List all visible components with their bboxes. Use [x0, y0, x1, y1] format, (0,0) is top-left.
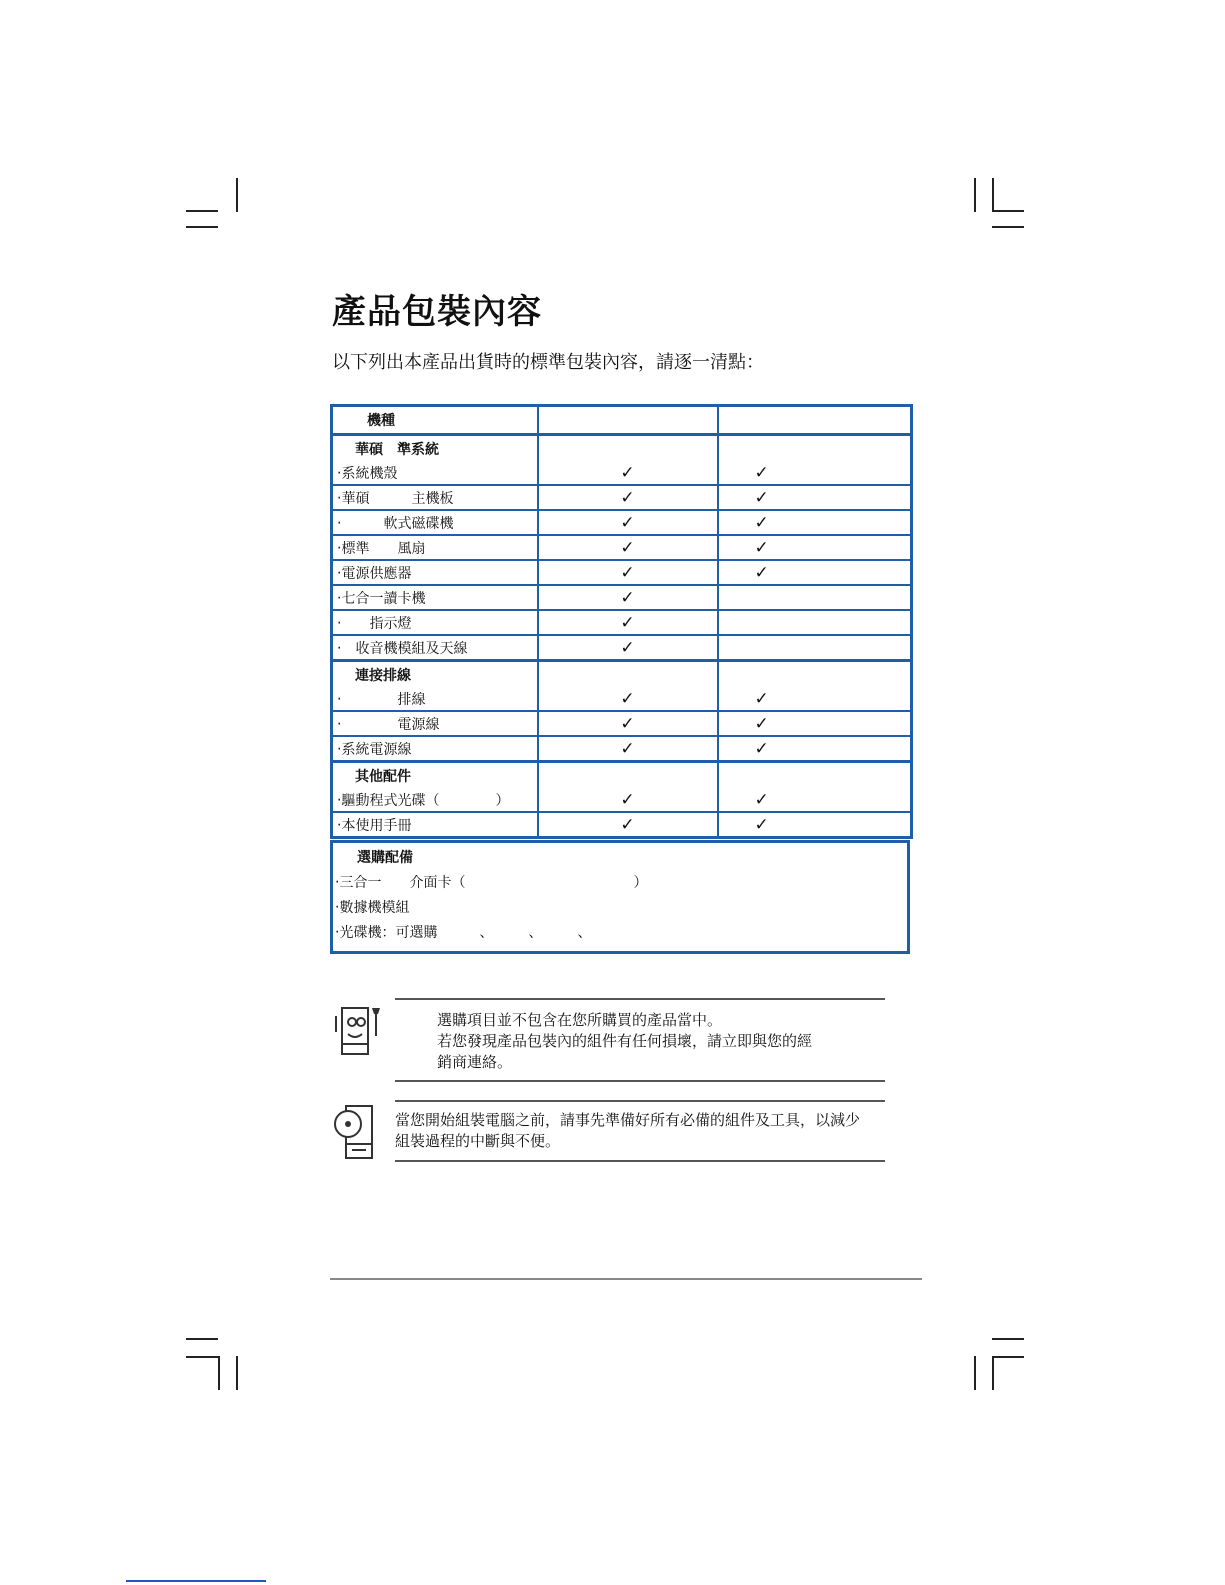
section-row	[332, 762, 912, 789]
table-row	[332, 736, 912, 762]
check-mark-col2: ✓	[538, 812, 718, 838]
section-empty-cell	[718, 762, 912, 789]
note-text-line: 當您開始組裝電腦之前，請事先準備好所有必備的組件及工具，以減少	[395, 1111, 861, 1129]
model-col3-header	[718, 406, 912, 435]
check-mark-col3	[718, 610, 912, 635]
item-label: ‧本使用手冊	[332, 812, 538, 838]
table-row	[332, 711, 912, 736]
note-text-line: 銷商連絡。	[437, 1053, 513, 1071]
table-row	[332, 610, 912, 635]
item-label: ‧系統機殼	[332, 461, 538, 485]
crop-mark	[992, 226, 1024, 228]
check-mark-col3: ✓	[718, 711, 912, 736]
table-row	[332, 585, 912, 610]
crop-mark	[992, 1356, 1024, 1358]
item-label: ‧ 收音機模組及天線	[332, 635, 538, 661]
table-row	[332, 510, 912, 535]
table-row	[332, 560, 912, 585]
check-mark-col3: ✓	[718, 485, 912, 510]
item-label: ‧系統電源線	[332, 736, 538, 762]
check-mark-col3: ✓	[718, 535, 912, 560]
table-row	[332, 635, 912, 661]
crop-mark	[186, 210, 218, 212]
item-label: ‧ 指示燈	[332, 610, 538, 635]
note-text-line: 組裝過程的中斷與不便。	[395, 1132, 561, 1150]
section-label: 連接排線	[332, 661, 538, 688]
check-mark-col3: ✓	[718, 687, 912, 711]
section-row	[332, 661, 912, 688]
check-mark-col2: ✓	[538, 461, 718, 485]
page-title: 產品包裝內容	[332, 292, 542, 332]
optional-item: ‧光碟機：可選購 、 、 、	[335, 925, 592, 941]
section-empty-cell	[538, 762, 718, 789]
crop-mark	[236, 178, 238, 212]
bottom-link-underline	[126, 1580, 266, 1582]
table-row	[332, 788, 912, 812]
check-mark-col2: ✓	[538, 711, 718, 736]
crop-mark	[186, 1338, 218, 1340]
check-mark-col3: ✓	[718, 812, 912, 838]
item-label: ‧華碩 主機板	[332, 485, 538, 510]
optional-accessories-box	[330, 840, 910, 954]
check-mark-col2: ✓	[538, 635, 718, 661]
check-mark-col2: ✓	[538, 510, 718, 535]
check-mark-col2: ✓	[538, 610, 718, 635]
crop-mark	[218, 1356, 220, 1390]
check-mark-col3: ✓	[718, 461, 912, 485]
crop-mark	[992, 178, 994, 212]
optional-title: 選購配備	[357, 850, 413, 866]
crop-mark	[992, 1338, 1024, 1340]
intro-text: 以下列出本產品出貨時的標準包裝內容，請逐一清點：	[332, 352, 764, 373]
check-mark-col3: ✓	[718, 510, 912, 535]
crop-mark	[992, 210, 1024, 212]
crop-mark	[974, 1356, 976, 1390]
note-divider	[395, 1080, 885, 1082]
item-label: ‧ 電源線	[332, 711, 538, 736]
optional-item: ‧數據機模組	[335, 900, 410, 916]
crop-mark	[186, 1356, 218, 1358]
item-label: ‧標準 風扇	[332, 535, 538, 560]
item-label: ‧電源供應器	[332, 560, 538, 585]
check-mark-col3: ✓	[718, 560, 912, 585]
crop-mark	[992, 1356, 994, 1390]
note-text-line: 選購項目並不包含在您所購買的產品當中。	[437, 1011, 723, 1029]
section-empty-cell	[718, 661, 912, 688]
table-row	[332, 461, 912, 485]
check-mark-col2: ✓	[538, 535, 718, 560]
note-divider	[395, 1100, 885, 1102]
footer-divider	[330, 1278, 922, 1280]
table-row	[332, 687, 912, 711]
table-row	[332, 812, 912, 838]
table-row	[332, 485, 912, 510]
model-col2-header	[538, 406, 718, 435]
section-empty-cell	[538, 661, 718, 688]
item-label: ‧驅動程式光碟（ ）	[332, 788, 538, 812]
item-label: ‧ 軟式磁碟機	[332, 510, 538, 535]
table-row	[332, 535, 912, 560]
optional-item: ‧三合一 介面卡（ ）	[335, 875, 648, 891]
section-row	[332, 435, 912, 462]
section-empty-cell	[538, 435, 718, 462]
note-divider	[395, 998, 885, 1000]
assembly-tools-icon	[332, 1002, 388, 1060]
note-text-line: 若您發現產品包裝內的組件有任何損壞，請立即與您的經	[437, 1032, 813, 1050]
check-mark-col2: ✓	[538, 788, 718, 812]
check-mark-col3: ✓	[718, 788, 912, 812]
crop-mark	[186, 226, 218, 228]
check-mark-col3	[718, 635, 912, 661]
check-mark-col2: ✓	[538, 736, 718, 762]
check-mark-col2: ✓	[538, 560, 718, 585]
table-header-row	[332, 406, 912, 435]
crop-mark	[974, 178, 976, 212]
crop-mark	[236, 1356, 238, 1390]
check-mark-col3: ✓	[718, 736, 912, 762]
model-header: 機種	[332, 406, 538, 435]
item-label: ‧七合一讀卡機	[332, 585, 538, 610]
disc-drive-icon	[330, 1102, 380, 1162]
section-label: 華碩 準系統	[332, 435, 538, 462]
note-divider	[395, 1160, 885, 1162]
check-mark-col2: ✓	[538, 585, 718, 610]
check-mark-col3	[718, 585, 912, 610]
package-contents-table	[330, 404, 913, 839]
section-empty-cell	[718, 435, 912, 462]
check-mark-col2: ✓	[538, 485, 718, 510]
item-label: ‧ 排線	[332, 687, 538, 711]
section-label: 其他配件	[332, 762, 538, 789]
check-mark-col2: ✓	[538, 687, 718, 711]
